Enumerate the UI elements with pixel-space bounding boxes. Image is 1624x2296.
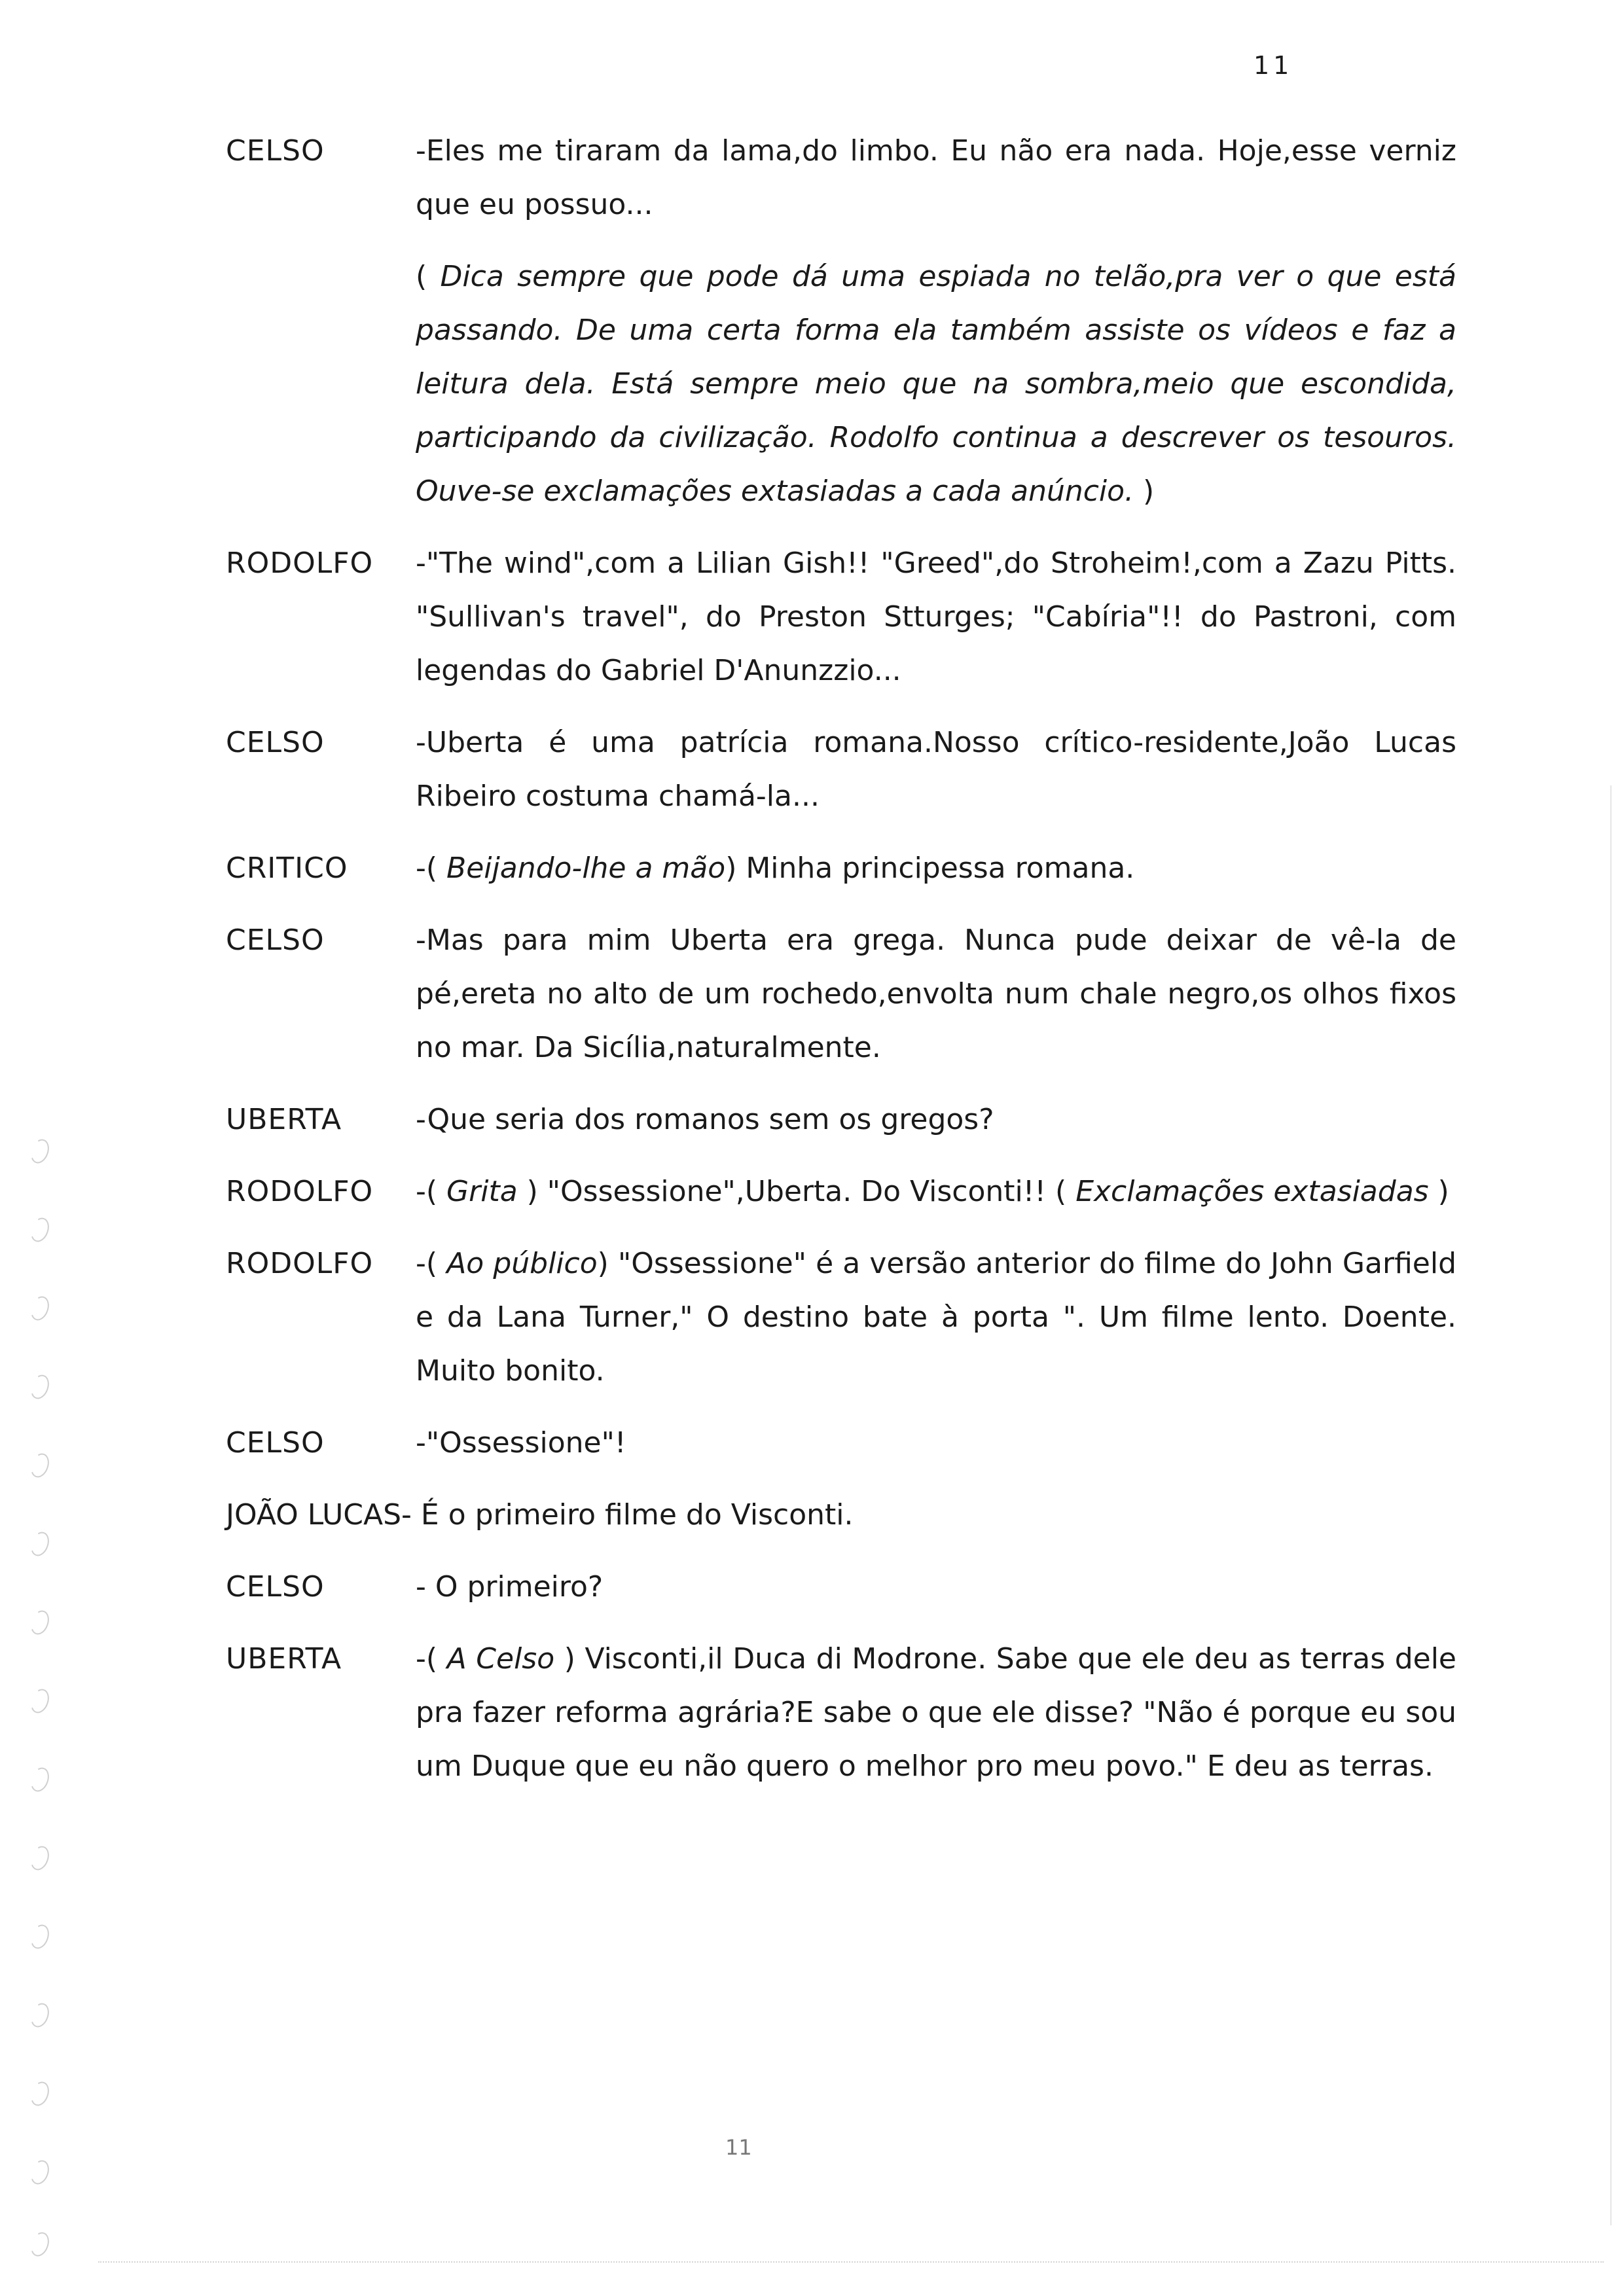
dialogue-entry <box>226 1488 1470 1542</box>
speaker-name: CELSO <box>226 726 325 759</box>
dialogue-entry <box>226 1632 1470 1793</box>
speech-segment: ) <box>1428 1175 1449 1208</box>
page-number-top: 11 <box>1254 51 1293 80</box>
dialogue-entry <box>226 716 1470 823</box>
page-edge-line <box>1610 785 1612 2225</box>
speech-segment: ) Minha principessa romana. <box>725 852 1135 885</box>
speech-text <box>416 1560 1456 1614</box>
speech-segment: -Que seria dos romanos sem os gregos? <box>416 1103 994 1136</box>
binder-ring-mark <box>27 1530 52 1559</box>
script-body <box>226 124 1470 1812</box>
speech-segment: ) Visconti,il Duca di Modrone. Sabe que ele deu as terras dele pra fazer reforma agrária?E sabe o que ele disse? "Não é porque eu sou um Duque que eu não quero o melhor pro meu povo." E deu as terras. <box>416 1642 1456 1783</box>
speech-segment: -( <box>416 1642 447 1676</box>
binder-ring-mark <box>27 1844 52 1873</box>
dialogue-entry <box>226 1237 1470 1398</box>
inline-direction: Beijando-lhe a mão <box>446 852 726 885</box>
speech-segment: -( <box>416 1247 447 1280</box>
speech-segment: -( <box>416 852 447 885</box>
dialogue-entry <box>226 1560 1470 1614</box>
speaker-name: RODOLFO <box>226 547 374 580</box>
speech-text <box>416 914 1456 1075</box>
binder-ring-mark <box>27 1372 52 1402</box>
speech-text <box>416 1632 1456 1793</box>
speech-segment: ) "Ossessione" é a versão anterior do filme do John Garfield e da Lana Turner," O destino bate à porta ". Um filme lento. Doente. Muito bonito. <box>416 1247 1457 1388</box>
speech-segment: -Eles me tiraram da lama,do limbo. Eu não era nada. Hoje,esse verniz que eu possuo... <box>416 134 1456 221</box>
dialogue-entry <box>226 842 1470 895</box>
speaker-name: RODOLFO <box>226 1175 374 1208</box>
speech-segment: -( <box>416 1175 447 1208</box>
page-number-bottom: 11 <box>725 2135 752 2160</box>
speaker-name: UBERTA <box>226 1103 342 1136</box>
speech-segment: -Mas para mim Uberta era grega. Nunca pude deixar de vê-la de pé,ereta no alto de um rochedo,envolta num chale negro,os olhos fixos no mar. Da Sicília,naturalmente. <box>416 924 1456 1064</box>
direction-text: Dica sempre que pode dá uma espiada no telão,pra ver o que está passando. De uma certa forma ela também assiste os vídeos e faz a leitura dela. Está sempre meio que na sombra,meio que escondida, participando da civilização. Rodolfo continua a descrever os tesouros. Ouve-se exclamações extasiadas a cada anúncio. <box>416 260 1456 508</box>
speech-segment: ) "Ossessione",Uberta. Do Visconti!! ( <box>517 1175 1076 1208</box>
speech-text <box>416 842 1456 895</box>
speech-text <box>226 1488 1470 1542</box>
speaker-name: UBERTA <box>226 1642 342 1676</box>
inline-direction: Ao público <box>446 1247 598 1280</box>
speech-text <box>416 1237 1456 1398</box>
binder-ring-mark <box>27 2230 52 2259</box>
speaker-name: CELSO <box>226 1570 325 1604</box>
speaker-name: CRITICO <box>226 852 348 885</box>
binder-ring-mark <box>27 1922 52 1952</box>
speaker-name: CELSO <box>226 1426 325 1460</box>
speech-text <box>416 1093 1456 1147</box>
inline-direction: Exclamações extasiadas <box>1075 1175 1429 1208</box>
binder-ring-mark <box>27 1215 52 1245</box>
binder-ring-mark <box>27 2079 52 2109</box>
binder-ring-mark <box>27 1137 52 1166</box>
speaker-name: CELSO <box>226 134 325 168</box>
speaker-name: CELSO <box>226 924 325 957</box>
direction-paren: ) <box>1134 475 1155 508</box>
speech-text <box>416 1416 1456 1470</box>
speech-segment: - O primeiro? <box>416 1570 604 1604</box>
inline-direction: Grita <box>446 1175 518 1208</box>
speech-segment: -"The wind",com a Lilian Gish!! "Greed",do Stroheim!,com a Zazu Pitts. "Sullivan's travel", do Preston Stturges; "Cabíria"!! do Pastroni, com legendas do Gabriel D'Anunzzio... <box>416 547 1456 687</box>
binder-ring-mark <box>27 2158 52 2187</box>
dialogue-entry <box>226 537 1470 698</box>
binder-ring-mark <box>27 2001 52 2030</box>
binder-ring-mark <box>27 1608 52 1638</box>
speech-text <box>416 1165 1456 1219</box>
speech-segment: -"Ossessione"! <box>416 1426 626 1460</box>
dialogue-entry <box>226 1165 1470 1219</box>
speech-text <box>416 124 1456 232</box>
binder-ring-mark <box>27 1765 52 1795</box>
stage-direction <box>416 250 1456 518</box>
binder-ring-mark <box>27 1687 52 1716</box>
speaker-name: JOÃO LUCAS- <box>226 1498 412 1532</box>
speech-text <box>416 716 1456 823</box>
dialogue-entry <box>226 914 1470 1075</box>
dialogue-entry <box>226 1416 1470 1470</box>
dialogue-entry <box>226 124 1470 232</box>
speaker-name: RODOLFO <box>226 1247 374 1280</box>
speech-text <box>416 537 1456 698</box>
bottom-dotted-edge <box>98 2261 1604 2263</box>
direction-paren: ( <box>416 260 441 293</box>
binder-ring-mark <box>27 1294 52 1323</box>
speech-segment: É o primeiro filme do Visconti. <box>411 1498 854 1532</box>
inline-direction: A Celso <box>446 1642 555 1676</box>
binder-ring-mark <box>27 1451 52 1480</box>
dialogue-entry <box>226 1093 1470 1147</box>
speech-segment: -Uberta é uma patrícia romana.Nosso crítico-residente,João Lucas Ribeiro costuma chamá-la... <box>416 726 1456 813</box>
